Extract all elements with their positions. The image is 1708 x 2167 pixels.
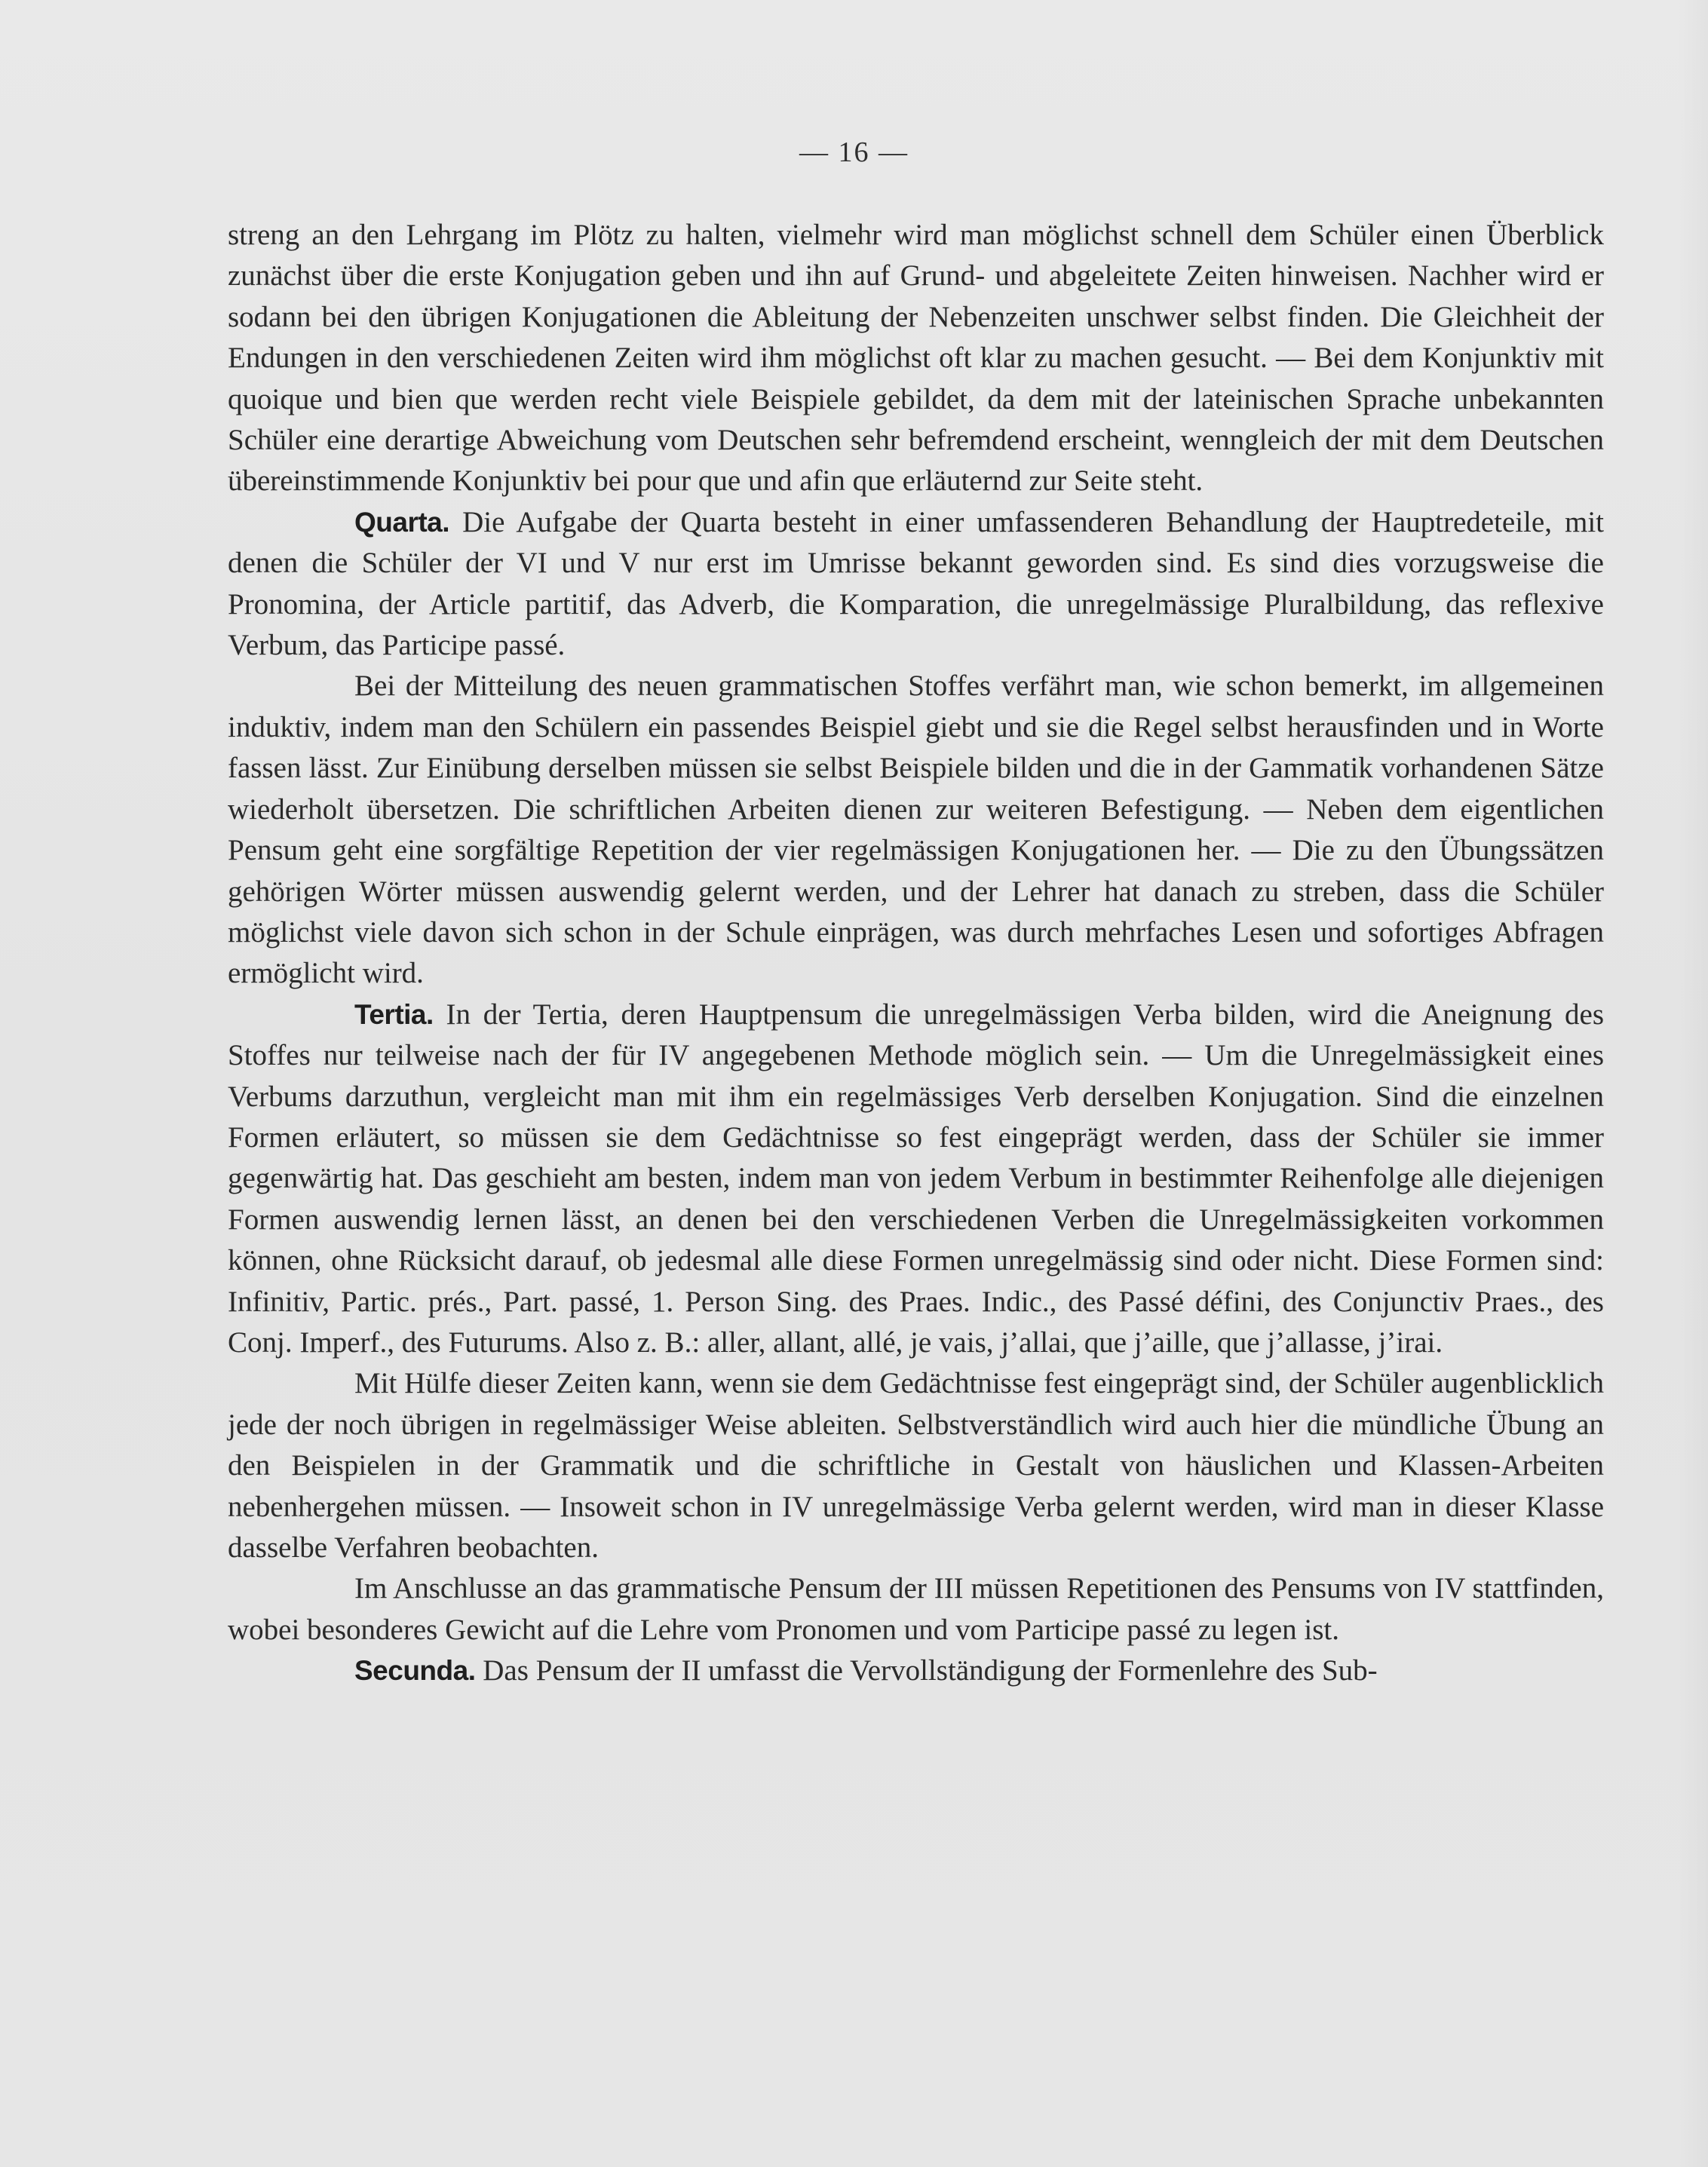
paragraph-quarta [228,502,1604,667]
section-heading-quarta: Quarta. [354,506,450,538]
paragraph-text: Das Pensum der II umfasst die Vervollständigung der Formenlehre des Sub- [475,1654,1378,1687]
text-body [228,215,1604,1692]
page-number: — 16 — [799,136,909,168]
paragraph-huelfe [228,1363,1604,1568]
paragraph-anschluss [228,1568,1604,1651]
paragraph-secunda [228,1651,1604,1691]
paragraph-continuation [228,215,1604,502]
section-heading-tertia: Tertia. [354,998,434,1030]
paragraph-text: Die Aufgabe der Quarta besteht in einer umfassenderen Behandlung der Hauptredeteile, mit denen die Schüler der VI und V nur erst im Umrisse bekannt geworden sind. Es sind dies vorzugsweise die Pronomina, der Article partitif, das Adverb, die Komparation, die unregelmässige Pluralbildung, das reflexive Verbum, das Participe passé. [228,505,1604,662]
paragraph-method [228,666,1604,994]
section-heading-secunda: Secunda. [354,1655,476,1687]
paragraph-text: streng an den Lehrgang im Plötz zu halten, vielmehr wird man möglichst schnell dem Schüler einen Überblick zunächst über die erste Konjugation geben und ihn auf Grund- und abgeleitete Zeiten hinweisen. Nachher wird er sodann bei den übrigen Konjugationen die Ableitung der Nebenzeiten unschwer selbst finden. Die Gleichheit der Endungen in den verschiedenen Zeiten wird ihm möglichst oft klar zu machen gesucht. — Bei dem Konjunktiv mit quoique und bien que werden recht viele Beispiele gebildet, da dem mit der lateinischen Sprache unbekannten Schüler eine derartige Abweichung vom Deutschen sehr befremdend erscheint, wenngleich der mit dem Deutschen übereinstimmende Konjunktiv bei pour que und afin que erläuternd zur Seite steht. [228,219,1604,498]
paragraph-text: Im Anschlusse an das grammatische Pensum der III müssen Repetitionen des Pensums von IV stattfinden, wobei besonderes Gewicht auf die Lehre vom Pronomen und vom Participe passé zu legen ist. [228,1572,1604,1646]
page-edge-shading [1678,0,1708,2167]
paragraph-text: Mit Hülfe dieser Zeiten kann, wenn sie dem Gedächtnisse fest eingeprägt sind, der Schüler augenblicklich jede der noch übrigen in regelmässiger Weise ableiten. Selbstverständlich wird auch hier die mündliche Übung an den Beispielen in der Grammatik und die schriftliche in Gestalt von häuslichen und Klassen-Arbeiten nebenhergehen müssen. — Insoweit schon in IV unregelmässige Verba gelernt werden, wird man in dieser Klasse dasselbe Verfahren beobachten. [228,1367,1604,1564]
paragraph-text: Bei der Mitteilung des neuen grammatischen Stoffes verfährt man, wie schon bemerkt, im allgemeinen induktiv, indem man den Schülern ein passendes Beispiel giebt und sie die Regel selbst herausfinden und in Worte fassen lässt. Zur Einübung derselben müssen sie selbst Beispiele bilden und die in der Gammatik vorhandenen Sätze wiederholt übersetzen. Die schriftlichen Arbeiten dienen zur weiteren Befestigung. — Neben dem eigentlichen Pensum geht eine sorgfältige Repetition der vier regelmässigen Konjugationen her. — Die zu den Übungssätzen gehörigen Wörter müssen auswendig gelernt werden, und der Lehrer hat danach zu streben, dass die Schüler möglichst viele davon sich schon in der Schule einprägen, was durch mehrfaches Lesen und sofortiges Abfragen ermöglicht wird. [228,670,1604,990]
paragraph-tertia [228,995,1604,1364]
paragraph-text: In der Tertia, deren Hauptpensum die unregelmässigen Verba bilden, wird die Aneignung des Stoffes nur teilweise nach der für IV angegebenen Methode möglich sein. — Um die Unregelmässigkeit eines Verbums darzuthun, vergleicht man mit ihm ein regelmässiges Verb derselben Konjugation. Sind die einzelnen Formen erläutert, so müssen sie dem Gedächtnisse so fest eingeprägt werden, dass der Schüler sie immer gegenwärtig hat. Das geschieht am besten, indem man von jedem Verbum in bestimmter Reihenfolge alle diejenigen Formen auswendig lernen lässt, an denen bei den verschiedenen Verben die Unregelmässigkeiten vorkommen können, ohne Rücksicht darauf, ob jedesmal alle diese Formen unregelmässig sind oder nicht. Diese Formen sind: Infinitiv, Partic. prés., Part. passé, 1. Person Sing. des Praes. Indic., des Passé défini, des Conjunctiv Praes., des Conj. Imperf., des Futurums. Also z. B.: aller, allant, allé, je vais, j’allai, que j’aille, que j’allasse, j’irai. [228,998,1604,1359]
